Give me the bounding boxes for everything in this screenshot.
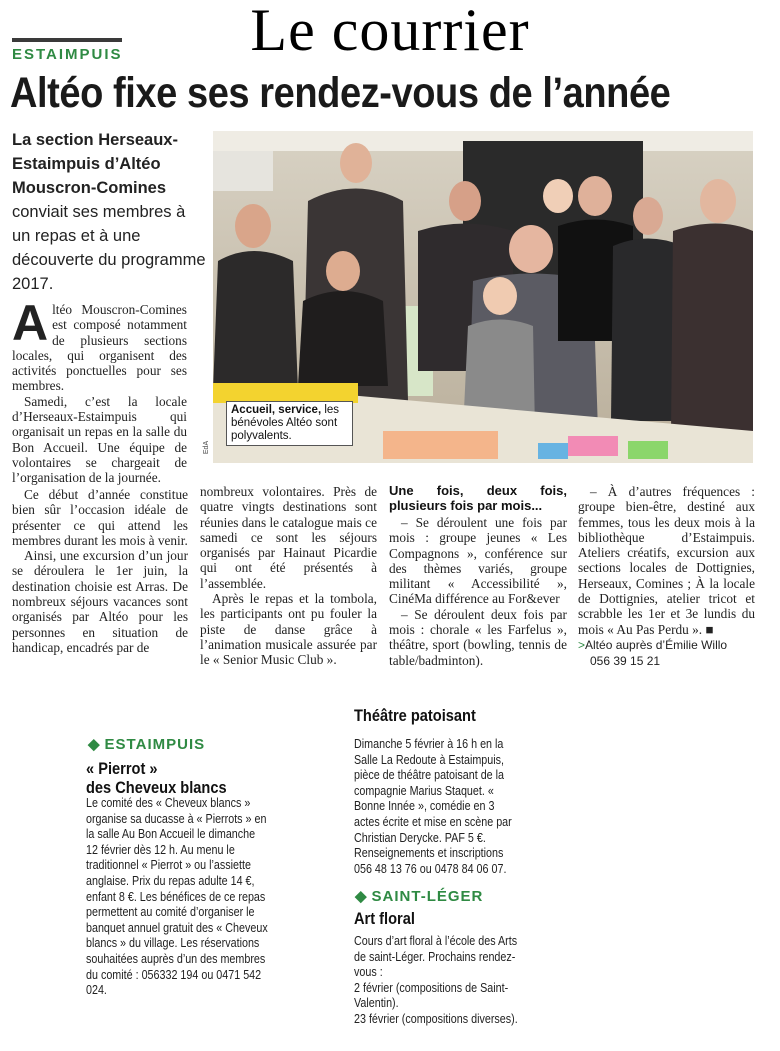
caption-bold: Accueil, service, — [231, 404, 322, 416]
article-column-2 — [200, 484, 377, 668]
article-paragraph-1 — [12, 295, 187, 394]
brief2-title: Théâtre patoisant — [354, 706, 476, 725]
article-paragraph-4: Ainsi, une excursion d’un jour se déroulera le 1er juin, la destination choisie est Arras. De nombreux séjours vacances sont organisés par Altéo pour les personnes en situation de handicap, encadrés par de — [12, 548, 188, 655]
diamond-bullet-icon: ◆ — [355, 888, 368, 905]
article-paragraph-6: Après le repas et la tombola, les participants ont pu fouler la piste de danse grâce à l’animation musicale assurée par le « Senior Music Club ». — [200, 591, 377, 668]
brief3-body-line1: Cours d’art floral à l’école des Arts de saint-Léger. Prochains rendez-vous : — [354, 934, 518, 980]
standfirst-bold: La section Herseaux-Estaimpuis d’Altéo Mouscron-Comines — [12, 131, 178, 197]
brief3-title: Art floral — [354, 909, 415, 928]
article-column-3 — [389, 484, 567, 668]
article-standfirst — [12, 128, 208, 296]
kicker-rule — [12, 38, 122, 42]
article-headline: Altéo fixe ses rendez-vous de l’année — [10, 69, 671, 117]
brief1-title — [86, 759, 284, 797]
brief1-kicker — [88, 735, 205, 753]
article-paragraph-7: – Se déroulent une fois par mois : groupe jeunes « Les Compagnons », conférence sur des thèmes variés, groupe militant « Accessibilité », CinéMa différence au For&ever — [389, 515, 567, 607]
brief1-kicker-text: ESTAIMPUIS — [104, 736, 206, 753]
article-kicker: ESTAIMPUIS — [12, 46, 123, 63]
drop-cap: A — [12, 295, 49, 351]
photo-credit: EdA — [203, 440, 211, 455]
article-column-1-continued — [12, 487, 188, 655]
article-column-1 — [12, 295, 187, 486]
article-column-4 — [578, 484, 755, 669]
photo-caption — [226, 401, 353, 446]
brief1-title-line2: des Cheveux blancs — [86, 778, 227, 797]
article-paragraph-8: – Se déroulent deux fois par mois : chorale « les Farfelus », théâtre, sport (bowling, tennis de table/badminton). — [389, 606, 567, 668]
brief3-kicker — [355, 887, 483, 905]
brief3-kicker-text: SAINT-LÉGER — [371, 888, 484, 905]
article-paragraph-5: nombreux volontaires. Près de quatre vingts destinations sont réunies dans le catalogue mais ce samedi ce sont les séjours organisés par Hainaut Picardie qui ont été présentés à l’assemblée. — [200, 484, 377, 591]
masthead: Le courrier — [250, 0, 530, 63]
signature-text: Altéo auprès d’Émilie Willo — [585, 637, 728, 652]
caption-rest: les bénévoles Altéo sont polyvalents. — [231, 404, 340, 442]
brief3-body-line2: 2 février (compositions de Saint-Valentin). — [354, 980, 509, 1011]
article-paragraph-9: – À d’autres fréquences : groupe bien-être, destiné aux femmes, tous les deux mois à la bibliothèque d’Estaimpuis. Ateliers créatifs, excursion aux sections locales de Dottignies, Herseaux, Comines ; À la locale de Dottignies, atelier tricot et scrabble les 1er et 3e lundis du mois « Au Pas Perdu ». ■ — [578, 484, 755, 637]
article-paragraph-2: Samedi, c’est la locale d’Herseaux-Estaimpuis qui organisait un repas en la salle du Bon Accueil. Une équipe de volontaires se chargeait de l’organisation de la journée. — [12, 393, 187, 486]
article-paragraph-3: Ce début d’année constitue bien sûr l’occasion idéale de présenter ce qui attend les membres durant les mois à venir. — [12, 487, 188, 548]
brief1-title-line1: « Pierrot » — [86, 759, 158, 778]
brief1-body: Le comité des « Cheveux blancs » organise sa ducasse à « Pierrots » en la salle Au Bon Accueil le dimanche 12 février dès 12 h. Au menu le traditionnel « Pierrot » ou l’assiette anglaise. Prix du repas adulte 14 €, enfant 8 €. Les bénéfices de ce repas permettent au comité d’organiser le banquet annuel gratuit des « Cheveux blancs » du village. Les réservations souhaitées auprès d’un des membres du comité : 056332 194 ou 0471 542 024. — [86, 796, 268, 998]
brief2-body: Dimanche 5 février à 16 h en la Salle La Redoute à Estaimpuis, pièce de théâtre patoisant de la compagnie Marius Staquet. « Bonne Innée », comédie en 3 actes écrite et mise en scène par Christian Derycke. PAF 5 €. Renseignements et inscriptions 056 48 13 76 ou 0478 84 06 07. — [354, 737, 512, 876]
article-signature — [578, 637, 755, 653]
paragraph-1-text: ltéo Mouscron-Comines est composé notamment de plusieurs sections locales, qui organisent des activités ponctuelles pour ses membres. — [12, 302, 187, 394]
triangle-bullet-icon: > — [578, 637, 586, 652]
brief3-body-line3: 23 février (compositions diverses). — [354, 1011, 518, 1026]
brief3-body — [354, 934, 530, 1028]
signature-phone: 056 39 15 21 — [590, 653, 661, 668]
article-subhead: Une fois, deux fois, plusieurs fois par mois... — [389, 483, 567, 513]
standfirst-rest: conviait ses membres à un repas et à une découverte du programme 2017. — [12, 203, 206, 293]
diamond-bullet-icon: ◆ — [88, 736, 101, 753]
